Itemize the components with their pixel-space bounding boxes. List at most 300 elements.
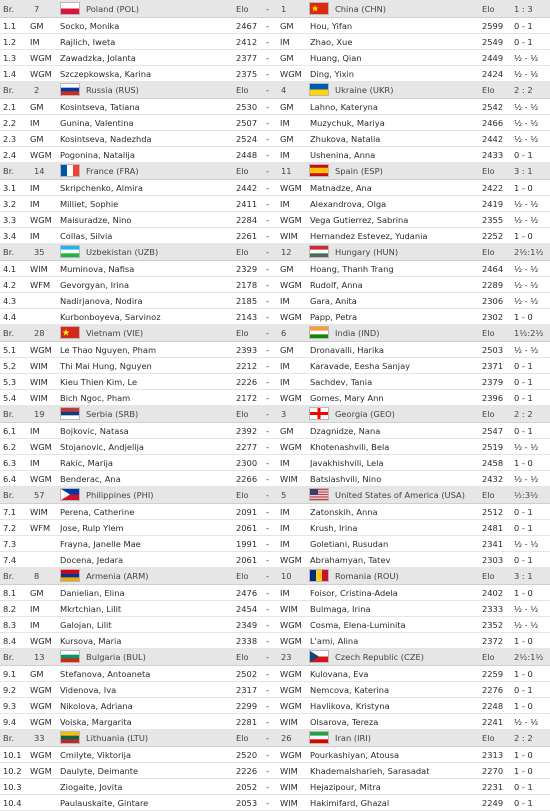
board-dash: -: [266, 458, 269, 468]
game-result: 0 - 1: [514, 782, 533, 792]
elo-label-a: Elo: [236, 166, 249, 176]
player-a-title: IM: [30, 231, 40, 241]
game-result: ½ - ½: [514, 345, 539, 355]
board-number: 10.2: [3, 766, 22, 776]
flag-iri-icon: [309, 731, 329, 744]
player-b-elo: 2306: [482, 296, 504, 306]
board-row: [0, 747, 550, 763]
team-a-name: France (FRA): [86, 166, 139, 176]
player-b-elo: 2422: [482, 183, 504, 193]
board-row: [0, 585, 550, 601]
seed-b: 1: [281, 4, 287, 14]
seed-a: 19: [34, 409, 45, 419]
player-b-title: WGM: [280, 636, 302, 646]
player-b-name: Kulovana, Eva: [310, 669, 369, 679]
player-b-elo: 2503: [482, 345, 504, 355]
board-row: [0, 277, 550, 293]
match-score: 3 : 1: [514, 571, 533, 581]
board-row: [0, 34, 550, 50]
board-row: [0, 763, 550, 779]
player-a-elo: 2524: [236, 134, 258, 144]
flag-fra-icon: [60, 164, 80, 177]
board-dash: -: [266, 134, 269, 144]
board-number: 7.4: [3, 555, 17, 565]
board-label: Br.: [3, 166, 14, 176]
player-a-name: Szczepkowska, Karina: [60, 69, 152, 79]
elo-label-a: Elo: [236, 733, 249, 743]
team-b-name: Ukraine (UKR): [335, 85, 394, 95]
player-b-title: WIM: [280, 717, 298, 727]
player-a-elo: 2507: [236, 118, 258, 128]
match-header: [0, 0, 550, 18]
match-header: [0, 81, 550, 99]
player-b-name: Alexandrova, Olga: [310, 199, 387, 209]
player-b-title: IM: [280, 539, 290, 549]
board-dash: -: [266, 523, 269, 533]
player-a-elo: 2299: [236, 701, 258, 711]
player-b-elo: 2466: [482, 118, 504, 128]
board-row: [0, 666, 550, 682]
match-score: 2 : 2: [514, 733, 533, 743]
game-result: ½ - ½: [514, 199, 539, 209]
player-b-title: WGM: [280, 750, 302, 760]
player-b-title: GM: [280, 53, 294, 63]
player-a-title: WGM: [30, 215, 52, 225]
player-b-title: GM: [280, 345, 294, 355]
match-score: 2 : 2: [514, 85, 533, 95]
player-a-name: Kursova, Maria: [60, 636, 122, 646]
player-a-name: Frayna, Janelle Mae: [60, 539, 141, 549]
seed-a: 2: [34, 85, 40, 95]
player-b-elo: 2302: [482, 312, 504, 322]
player-a-elo: 2520: [236, 750, 258, 760]
board-dash: -: [266, 280, 269, 290]
match-score: ½:3½: [514, 490, 539, 500]
player-a-name: Pogonina, Natalija: [60, 150, 135, 160]
match-score: 2½:1½: [514, 652, 544, 662]
board-label: Br.: [3, 490, 14, 500]
player-a-elo: 2377: [236, 53, 258, 63]
game-result: 0 - 1: [514, 37, 533, 47]
board-dash: -: [266, 183, 269, 193]
player-a-name: Gevorgyan, Irina: [60, 280, 130, 290]
seed-a: 28: [34, 328, 45, 338]
elo-label-b: Elo: [482, 166, 495, 176]
player-b-elo: 2231: [482, 782, 504, 792]
player-a-title: GM: [30, 134, 44, 144]
player-b-name: Goletiani, Rusudan: [310, 539, 389, 549]
player-a-name: Le Thao Nguyen, Pham: [60, 345, 157, 355]
player-b-name: Olsarova, Tereza: [310, 717, 379, 727]
board-row: [0, 212, 550, 228]
board-dash: -: [266, 361, 269, 371]
seed-b: 5: [281, 490, 287, 500]
player-a-name: Kosintseva, Tatiana: [60, 102, 140, 112]
board-dash: -: [266, 604, 269, 614]
header-dash: -: [266, 652, 269, 662]
player-a-elo: 2329: [236, 264, 258, 274]
player-a-name: Muminova, Nafisa: [60, 264, 135, 274]
game-result: ½ - ½: [514, 69, 539, 79]
player-a-name: Bojkovic, Natasa: [60, 426, 129, 436]
board-number: 6.3: [3, 458, 17, 468]
team-b-name: Iran (IRI): [335, 733, 371, 743]
header-dash: -: [266, 490, 269, 500]
player-b-title: GM: [280, 264, 294, 274]
elo-label-a: Elo: [236, 85, 249, 95]
seed-a: 35: [34, 247, 45, 257]
match-header: [0, 162, 550, 180]
elo-label-b: Elo: [482, 733, 495, 743]
flag-rus-icon: [60, 83, 80, 96]
board-row: [0, 795, 550, 811]
player-a-title: IM: [30, 118, 40, 128]
seed-a: 33: [34, 733, 45, 743]
board-row: [0, 147, 550, 163]
player-b-elo: 2289: [482, 280, 504, 290]
player-b-elo: 2464: [482, 264, 504, 274]
player-b-title: IM: [280, 37, 290, 47]
match-header: [0, 567, 550, 585]
player-b-title: IM: [280, 507, 290, 517]
board-dash: -: [266, 296, 269, 306]
player-b-name: Krush, Irina: [310, 523, 358, 533]
game-result: 1 - 0: [514, 312, 533, 322]
game-result: 0 - 1: [514, 507, 533, 517]
player-a-name: Stojanovic, Andjelija: [60, 442, 144, 452]
player-a-name: Perena, Catherine: [60, 507, 135, 517]
elo-label-a: Elo: [236, 490, 249, 500]
header-dash: -: [266, 571, 269, 581]
board-number: 5.4: [3, 393, 17, 403]
player-a-title: WGM: [30, 474, 52, 484]
player-b-title: WIM: [280, 782, 298, 792]
board-number: 9.4: [3, 717, 17, 727]
player-b-name: Zatonskih, Anna: [310, 507, 378, 517]
match-header: [0, 324, 550, 342]
elo-label-b: Elo: [482, 652, 495, 662]
player-b-name: Havlikova, Kristyna: [310, 701, 390, 711]
player-b-elo: 2424: [482, 69, 504, 79]
game-result: ½ - ½: [514, 620, 539, 630]
player-b-elo: 2355: [482, 215, 504, 225]
board-row: [0, 50, 550, 66]
player-b-elo: 2259: [482, 669, 504, 679]
player-b-name: Dronavalli, Harika: [310, 345, 385, 355]
player-b-title: GM: [280, 102, 294, 112]
board-dash: -: [266, 393, 269, 403]
flag-cze-icon: [309, 650, 329, 663]
board-number: 2.3: [3, 134, 17, 144]
board-dash: -: [266, 766, 269, 776]
board-number: 8.3: [3, 620, 17, 630]
player-b-name: Zhukova, Natalia: [310, 134, 381, 144]
player-b-title: IM: [280, 199, 290, 209]
game-result: 0 - 1: [514, 393, 533, 403]
player-b-elo: 2241: [482, 717, 504, 727]
player-b-title: IM: [280, 377, 290, 387]
player-b-name: Abrahamyan, Tatev: [310, 555, 391, 565]
board-dash: -: [266, 345, 269, 355]
board-dash: -: [266, 231, 269, 241]
game-result: 0 - 1: [514, 798, 533, 808]
board-dash: -: [266, 474, 269, 484]
player-a-elo: 2212: [236, 361, 258, 371]
player-a-name: Docena, Jedara: [60, 555, 124, 565]
player-a-title: IM: [30, 458, 40, 468]
board-number: 1.4: [3, 69, 17, 79]
player-b-name: Gomes, Mary Ann: [310, 393, 384, 403]
game-result: 1 - 0: [514, 458, 533, 468]
flag-bul-icon: [60, 650, 80, 663]
flag-arm-icon: [60, 569, 80, 582]
player-a-title: WGM: [30, 717, 52, 727]
player-a-name: Nadirjanova, Nodira: [60, 296, 143, 306]
player-a-name: Kieu Thien Kim, Le: [60, 377, 138, 387]
board-number: 10.1: [3, 750, 22, 760]
player-a-elo: 1991: [236, 539, 258, 549]
player-b-elo: 2432: [482, 474, 504, 484]
seed-b: 3: [281, 409, 287, 419]
flag-hun-icon: [309, 245, 329, 258]
player-b-title: WGM: [280, 312, 302, 322]
match-header: [0, 405, 550, 423]
board-row: [0, 374, 550, 390]
player-a-name: Paulauskaite, Gintare: [60, 798, 149, 808]
game-result: ½ - ½: [514, 717, 539, 727]
game-result: ½ - ½: [514, 296, 539, 306]
match-score: 1 : 3: [514, 4, 533, 14]
player-a-title: GM: [30, 102, 44, 112]
board-number: 4.3: [3, 296, 17, 306]
player-b-name: Hernandez Estevez, Yudania: [310, 231, 428, 241]
elo-label-a: Elo: [236, 652, 249, 662]
player-a-name: Zawadzka, Jolanta: [60, 53, 136, 63]
board-number: 9.3: [3, 701, 17, 711]
elo-label-a: Elo: [236, 328, 249, 338]
header-dash: -: [266, 409, 269, 419]
player-b-elo: 2599: [482, 21, 504, 31]
game-result: ½ - ½: [514, 264, 539, 274]
board-label: Br.: [3, 409, 14, 419]
board-dash: -: [266, 636, 269, 646]
seed-a: 14: [34, 166, 45, 176]
player-a-title: WIM: [30, 507, 48, 517]
game-result: 0 - 1: [514, 523, 533, 533]
board-number: 3.4: [3, 231, 17, 241]
player-a-elo: 2442: [236, 183, 258, 193]
match-header: [0, 243, 550, 261]
player-b-title: IM: [280, 296, 290, 306]
flag-esp-icon: [309, 164, 329, 177]
player-a-elo: 2052: [236, 782, 258, 792]
player-b-title: WGM: [280, 620, 302, 630]
player-a-elo: 2300: [236, 458, 258, 468]
game-result: ½ - ½: [514, 604, 539, 614]
player-a-elo: 2476: [236, 588, 258, 598]
board-dash: -: [266, 620, 269, 630]
board-row: [0, 131, 550, 147]
flag-phi-icon: [60, 488, 80, 501]
game-result: ½ - ½: [514, 280, 539, 290]
player-a-elo: 2393: [236, 345, 258, 355]
player-b-name: Khademalsharieh, Sarasadat: [310, 766, 430, 776]
team-b-name: Georgia (GEO): [335, 409, 395, 419]
team-b-name: China (CHN): [335, 4, 387, 14]
player-b-name: Ushenina, Anna: [310, 150, 376, 160]
seed-a: 13: [34, 652, 45, 662]
board-row: [0, 309, 550, 325]
game-result: ½ - ½: [514, 442, 539, 452]
board-dash: -: [266, 555, 269, 565]
board-number: 1.1: [3, 21, 17, 31]
board-row: [0, 358, 550, 374]
board-dash: -: [266, 442, 269, 452]
player-b-title: IM: [280, 588, 290, 598]
player-b-elo: 2449: [482, 53, 504, 63]
player-a-title: GM: [30, 669, 44, 679]
player-b-title: GM: [280, 21, 294, 31]
board-row: [0, 99, 550, 115]
player-b-title: IM: [280, 523, 290, 533]
game-result: ½ - ½: [514, 474, 539, 484]
player-b-elo: 2252: [482, 231, 504, 241]
player-a-title: WIM: [30, 264, 48, 274]
player-a-elo: 2392: [236, 426, 258, 436]
player-b-elo: 2249: [482, 798, 504, 808]
board-number: 5.3: [3, 377, 17, 387]
team-b-name: Romania (ROU): [335, 571, 399, 581]
board-dash: -: [266, 53, 269, 63]
player-b-title: WIM: [280, 231, 298, 241]
player-b-name: Batsiashvili, Nino: [310, 474, 382, 484]
board-dash: -: [266, 426, 269, 436]
seed-b: 23: [281, 652, 292, 662]
player-b-name: Nemcova, Katerina: [310, 685, 390, 695]
player-a-name: Daulyte, Deimante: [60, 766, 139, 776]
board-number: 1.3: [3, 53, 17, 63]
team-a-name: Bulgaria (BUL): [86, 652, 146, 662]
player-b-title: WGM: [280, 685, 302, 695]
player-a-elo: 2412: [236, 37, 258, 47]
player-a-name: Collas, Silvia: [60, 231, 113, 241]
elo-label-b: Elo: [482, 85, 495, 95]
header-dash: -: [266, 85, 269, 95]
match-score: 2 : 2: [514, 409, 533, 419]
board-row: [0, 423, 550, 439]
elo-label-a: Elo: [236, 571, 249, 581]
flag-vie-icon: [60, 326, 80, 339]
board-dash: -: [266, 798, 269, 808]
player-b-title: IM: [280, 118, 290, 128]
header-dash: -: [266, 328, 269, 338]
game-result: 0 - 1: [514, 685, 533, 695]
board-label: Br.: [3, 85, 14, 95]
board-number: 6.4: [3, 474, 17, 484]
player-b-elo: 2276: [482, 685, 504, 695]
player-b-name: Dzagnidze, Nana: [310, 426, 381, 436]
player-b-elo: 2519: [482, 442, 504, 452]
player-a-elo: 2467: [236, 21, 258, 31]
board-row: [0, 698, 550, 714]
player-a-elo: 2281: [236, 717, 258, 727]
player-a-name: Stefanova, Antoaneta: [60, 669, 151, 679]
board-dash: -: [266, 750, 269, 760]
player-a-elo: 2448: [236, 150, 258, 160]
player-a-elo: 2502: [236, 669, 258, 679]
game-result: 0 - 1: [514, 426, 533, 436]
player-a-title: IM: [30, 37, 40, 47]
player-b-name: Pourkashiyan, Atousa: [310, 750, 400, 760]
header-dash: -: [266, 4, 269, 14]
flag-pol-icon: [60, 2, 80, 15]
elo-label-b: Elo: [482, 4, 495, 14]
game-result: 1 - 0: [514, 588, 533, 598]
player-a-title: WFM: [30, 280, 51, 290]
player-a-elo: 2226: [236, 766, 258, 776]
team-b-name: Czech Republic (CZE): [335, 652, 425, 662]
player-b-title: IM: [280, 361, 290, 371]
board-number: 2.2: [3, 118, 17, 128]
player-a-name: Ziogaite, Jovita: [60, 782, 123, 792]
flag-ukr-icon: [309, 83, 329, 96]
board-number: 3.2: [3, 199, 17, 209]
player-b-name: Sachdev, Tania: [310, 377, 373, 387]
elo-label-a: Elo: [236, 409, 249, 419]
board-dash: -: [266, 539, 269, 549]
player-a-title: WGM: [30, 345, 52, 355]
board-row: [0, 261, 550, 277]
board-number: 8.2: [3, 604, 17, 614]
board-row: [0, 714, 550, 730]
board-row: [0, 390, 550, 406]
player-b-elo: 2333: [482, 604, 504, 614]
board-number: 5.2: [3, 361, 17, 371]
match-score: 1½:2½: [514, 328, 544, 338]
game-result: ½ - ½: [514, 539, 539, 549]
board-row: [0, 455, 550, 471]
player-b-elo: 2396: [482, 393, 504, 403]
board-row: [0, 633, 550, 649]
player-b-elo: 2371: [482, 361, 504, 371]
board-number: 4.1: [3, 264, 17, 274]
player-b-elo: 2549: [482, 37, 504, 47]
player-a-elo: 2091: [236, 507, 258, 517]
flag-rou-icon: [309, 569, 329, 582]
team-b-name: Hungary (HUN): [335, 247, 399, 257]
team-a-name: Lithuania (LTU): [86, 733, 149, 743]
player-b-title: WIM: [280, 798, 298, 808]
board-number: 8.1: [3, 588, 17, 598]
player-a-title: WGM: [30, 636, 52, 646]
player-a-title: WGM: [30, 442, 52, 452]
player-b-name: Lahno, Kateryna: [310, 102, 378, 112]
player-b-title: WGM: [280, 393, 302, 403]
player-a-name: Thi Mai Hung, Nguyen: [60, 361, 152, 371]
player-a-title: IM: [30, 604, 40, 614]
player-b-elo: 2433: [482, 150, 504, 160]
player-a-elo: 2454: [236, 604, 258, 614]
player-b-elo: 2313: [482, 750, 504, 760]
player-a-title: IM: [30, 183, 40, 193]
game-result: ½ - ½: [514, 134, 539, 144]
board-label: Br.: [3, 652, 14, 662]
board-dash: -: [266, 102, 269, 112]
player-a-title: WIM: [30, 393, 48, 403]
team-b-name: United States of America (USA): [335, 490, 465, 500]
player-b-elo: 2442: [482, 134, 504, 144]
board-number: 7.1: [3, 507, 17, 517]
